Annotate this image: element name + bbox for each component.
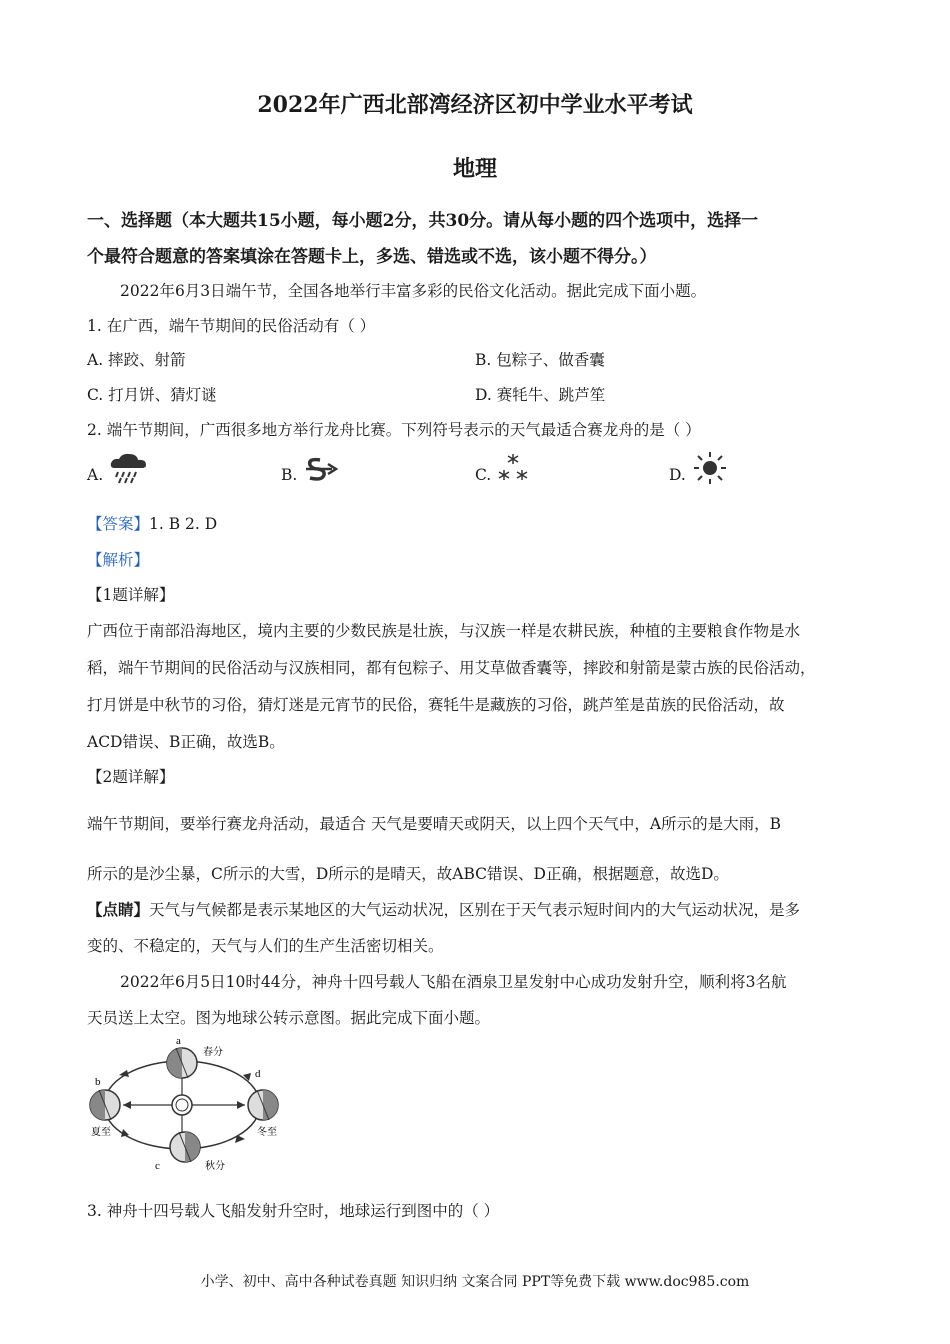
answer-line [87,512,217,534]
question-3-stem: 3. 神舟十四号载人飞船发射升空时，地球运行到图中的（ ） [87,1202,500,1220]
note-line-2: 变的、不稳定的，天气与人们的生产生活密切相关。 [87,937,444,955]
detail-2-line: 所示的是沙尘暴，C所示的大雪，D所示的是晴天，故ABC错误、D正确，根据题意，故选D。 [87,865,729,883]
heavy-snow-icon [496,452,530,484]
exam-title: 2022年广西北部湾经济区初中学业水平考试 [257,92,693,118]
label-c: c [155,1160,160,1172]
heavy-rain-icon [108,452,150,484]
note-line-1 [87,898,800,920]
earth-revolution-diagram [85,1035,295,1175]
label-a: a [176,1035,181,1047]
q1-option-c: C. 打月饼、猜灯谜 [87,386,217,404]
detail-2-line: 端午节期间，要举行赛龙舟活动，最适合 天气是要晴天或阴天，以上四个天气中，A所示的是大雨，B [87,815,782,833]
label-spring: 春分 [203,1047,223,1058]
label-b: b [95,1076,101,1088]
q2-option-d: D. [669,466,686,484]
page-footer: 小学、初中、高中各种试卷真题 知识归纳 文案合同 PPT等免费下载 www.doc985.com [200,1274,750,1290]
q1-option-d: D. 赛牦牛、跳芦笙 [475,386,606,404]
detail-1-line: 打月饼是中秋节的习俗，猜灯迷是元宵节的民俗，赛牦牛是藏族的习俗，跳芦笙是苗族的民俗活动，故 [87,696,785,714]
answer-text: 1. B 2. D [149,515,218,533]
section-heading-line2: 个最符合题意的答案填涂在答题卡上，多选、错选或不选，该小题不得分。） [87,247,657,267]
label-autumn: 秋分 [205,1161,225,1172]
q2-option-b: B. [281,466,298,484]
earth-a [167,1048,197,1078]
q2-option-a: A. [87,466,104,484]
sunny-icon [692,450,728,486]
detail-1-line: 广西位于南部沿海地区，境内主要的少数民族是壮族，与汉族一样是农耕民族，种植的主要粮食作物是水 [87,622,801,640]
label-summer: 夏至 [91,1127,111,1138]
earth-c [170,1132,200,1162]
analysis-tag: 【解析】 [87,551,150,569]
intro-paragraph-2-line2: 天员送上太空。图为地球公转示意图。据此完成下面小题。 [87,1009,491,1027]
question-2-stem: 2. 端午节期间，广西很多地方举行龙舟比赛。下列符号表示的天气最适合赛龙舟的是（ ） [87,421,701,439]
subject-title: 地理 [452,156,497,182]
label-d: d [255,1068,261,1080]
sandstorm-icon [300,455,340,483]
section-heading-line1: 一、选择题（本大题共15小题，每小题2分，共30分。请从每小题的四个选项中，选择一 [87,211,759,231]
detail-2-tag: 【2题详解】 [87,768,175,786]
intro-paragraph-1: 2022年6月3日端午节，全国各地举行丰富多彩的民俗文化活动。据此完成下面小题。 [120,282,707,300]
earth-d [248,1090,278,1120]
label-winter: 冬至 [257,1127,277,1138]
q1-option-a: A. 摔跤、射箭 [87,351,186,369]
q2-option-c: C. [475,466,492,484]
question-1-stem: 1. 在广西，端午节期间的民俗活动有（ ） [87,317,376,335]
note-text: 天气与气候都是表示某地区的大气运动状况，区别在于天气表示短时间内的大气运动状况，是多 [149,901,801,919]
detail-1-tag: 【1题详解】 [87,586,175,604]
detail-1-line: 稻，端午节期间的民俗活动与汉族相同，都有包粽子、用艾草做香囊等，摔跤和射箭是蒙古族的民俗活动， [87,659,816,677]
sun-icon [168,1091,196,1119]
intro-paragraph-2-line1: 2022年6月5日10时44分，神舟十四号载人飞船在酒泉卫星发射中心成功发射升空，顺利将3名航 [120,973,787,991]
note-tag: 【点睛】 [87,900,150,919]
q1-option-b: B. 包粽子、做香囊 [475,351,605,369]
earth-b [90,1090,120,1120]
detail-1-line: ACD错误、B正确，故选B。 [87,733,285,751]
answer-tag: 【答案】 [87,515,150,533]
